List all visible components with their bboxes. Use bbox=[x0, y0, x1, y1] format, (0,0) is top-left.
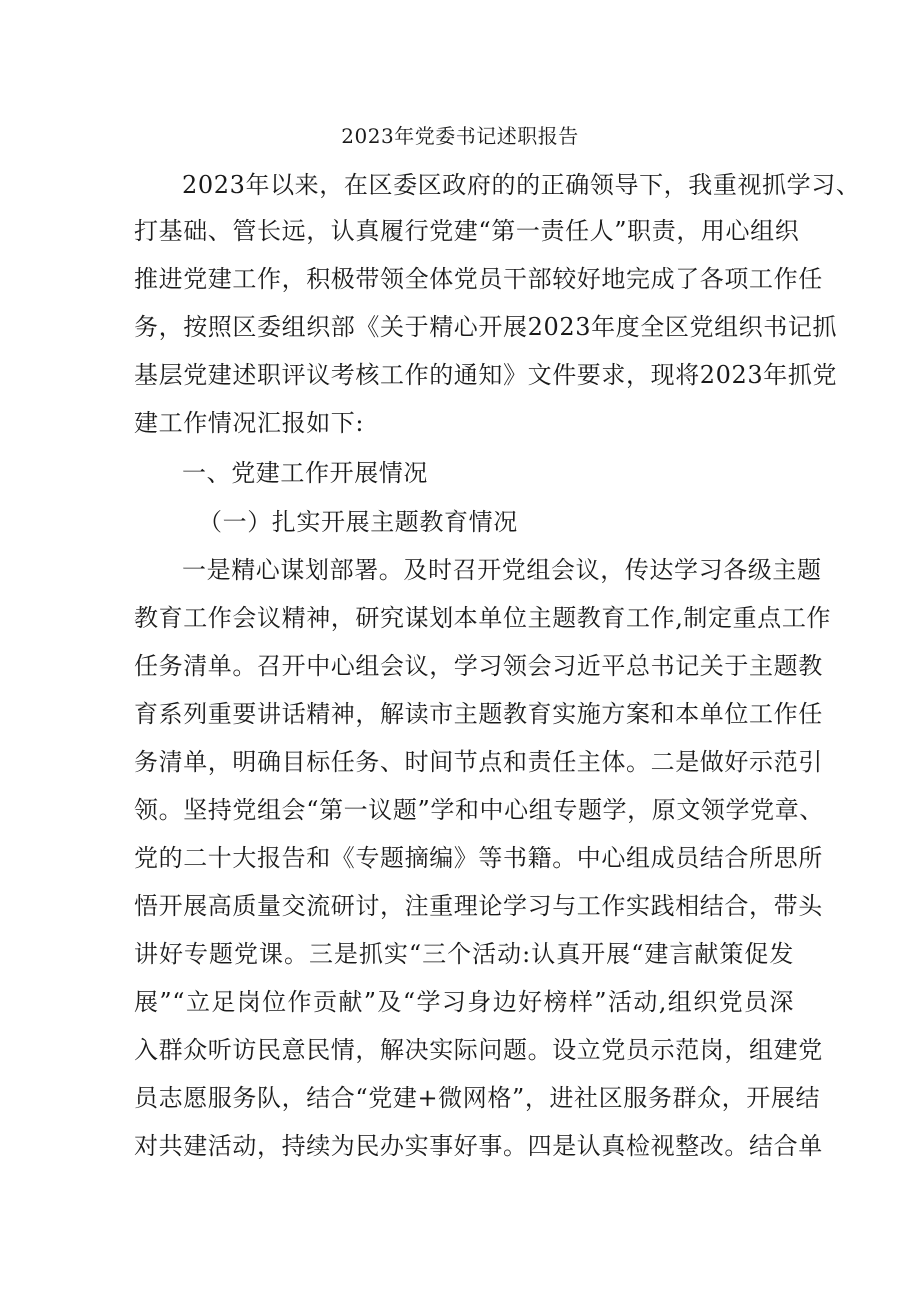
paragraph-line: 悟开展高质量交流研讨，注重理论学习与工作实践相结合，带头 bbox=[134, 892, 823, 920]
paragraph-line: 基层党建述职评议考核工作的通知》文件要求，现将2023年抓党 bbox=[134, 361, 838, 389]
paragraph-line: 领。坚持党组会“第一议题”学和中心组专题学，原文领学党章、 bbox=[134, 796, 824, 824]
paragraph-line: 建工作情况汇报如下: bbox=[134, 409, 365, 437]
section-heading: 一、党建工作开展情况 bbox=[182, 459, 428, 487]
paragraph-line: 展”“立足岗位作贡献”及“学习身边好榜样”活动,组织党员深 bbox=[134, 988, 794, 1016]
paragraph-line: 务，按照区委组织部《关于精心开展2023年度全区党组织书记抓 bbox=[134, 313, 838, 341]
paragraph-line: 2023年以来，在区委区政府的的正确领导下，我重视抓学习、 bbox=[182, 171, 861, 199]
paragraph-line: 推进党建工作，积极带领全体党员干部较好地完成了各项工作任 bbox=[134, 265, 823, 293]
paragraph-line: 打基础、管长远，认真履行党建“第一责任人”职责，用心组织 bbox=[134, 217, 800, 245]
paragraph-line: 入群众听访民意民情，解决实际问题。设立党员示范岗，组建党 bbox=[134, 1036, 823, 1064]
paragraph-line: 讲好专题党课。三是抓实“三个活动:认真开展“建言献策促发 bbox=[134, 940, 794, 968]
subsection-heading: （一）扎实开展主题教育情况 bbox=[198, 508, 518, 536]
paragraph-line: 党的二十大报告和《专题摘编》等书籍。中心组成员结合所思所 bbox=[134, 844, 823, 872]
paragraph-line: 对共建活动，持续为民办实事好事。四是认真检视整改。结合单 bbox=[134, 1132, 823, 1160]
paragraph-line: 员志愿服务队，结合“党建+微网格”，进社区服务群众，开展结 bbox=[134, 1084, 821, 1112]
paragraph-line: 育系列重要讲话精神，解读市主题教育实施方案和本单位工作任 bbox=[134, 700, 823, 728]
paragraph-line: 教育工作会议精神，研究谋划本单位主题教育工作,制定重点工作 bbox=[134, 604, 832, 632]
paragraph-line: 务清单，明确目标任务、时间节点和责任主体。二是做好示范引 bbox=[134, 748, 823, 776]
paragraph-line: 任务清单。召开中心组会议，学习领会习近平总书记关于主题教 bbox=[134, 652, 823, 680]
paragraph-line: 一是精心谋划部署。及时召开党组会议，传达学习各级主题 bbox=[182, 556, 822, 584]
document-title: 2023年党委书记述职报告 bbox=[341, 124, 579, 148]
